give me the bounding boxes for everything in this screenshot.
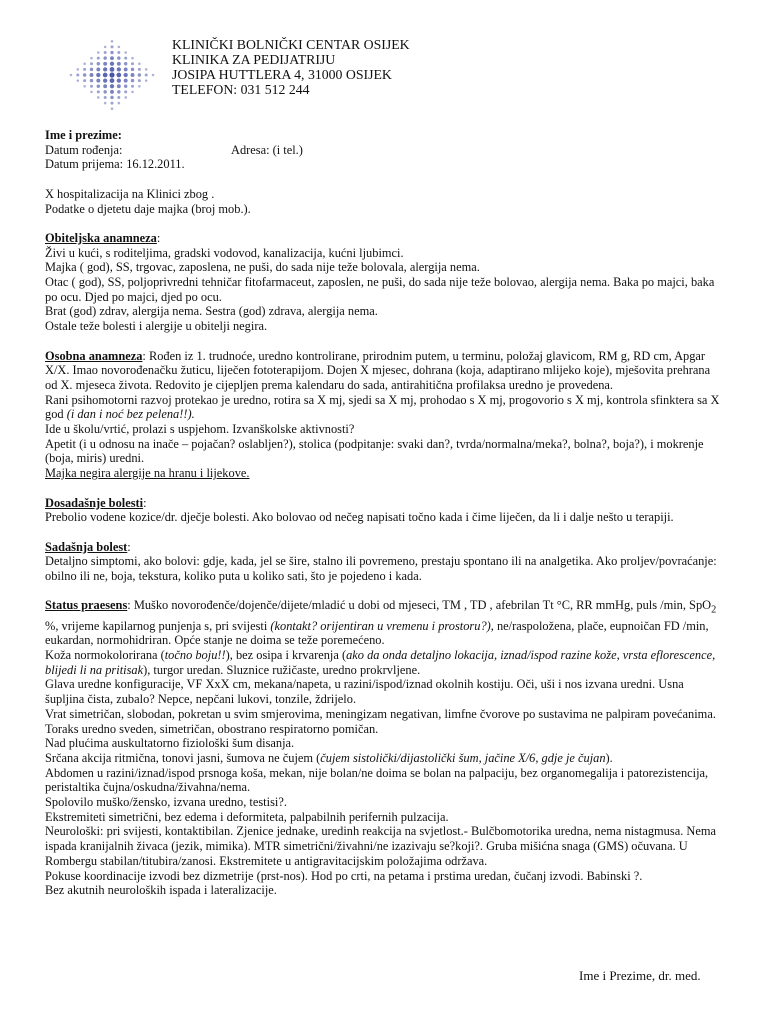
logo-dot bbox=[104, 51, 107, 54]
family-history-heading: Obiteljska anamneza bbox=[45, 230, 157, 245]
personal-history-p3: Ide u školu/vrtić, prolazi s uspjehom. Izvanškolske aktivnosti? bbox=[45, 422, 355, 437]
logo-dot bbox=[109, 72, 114, 77]
logo-dot bbox=[103, 56, 106, 59]
extremities-status: Ekstremiteti simetrični, bez edema i deformiteta, palpabilnih perifernih pulzacija. bbox=[45, 809, 449, 824]
logo-dot bbox=[131, 57, 134, 60]
development-text: Rani psihomotorni razvoj protekao je uredno, rotira sa X mj, sjedi sa X mj, prohodao s X mj, progovorio s X mj, kontrola sfinktera sa X god bbox=[45, 392, 720, 422]
present-illness-section: Sadašnja bolest: bbox=[45, 539, 131, 554]
logo-dot bbox=[103, 84, 107, 88]
personal-history-section: Osobna anamneza: Rođen iz 1. trudnoće, uredno kontrolirane, prirodnim putem, u terminu, položaj glavicom, RM g, RD cm, Apgar X/X. Imao novorođenačku žuticu, liječen fototerapijom. Dojen X mjesec, dohrana (koja, adaptirano mlijeko koje), mješovita prehrana od X. mjeseca života. Redovito je cijepljen prema kalendaru do sada, antirahitična profilaksa uredno je provedena. bbox=[45, 348, 711, 392]
logo-dot bbox=[97, 90, 100, 93]
heart-text: Srčana akcija ritmična, tonovi jasni, šumova ne čujem ( bbox=[45, 750, 321, 765]
logo-dot bbox=[124, 51, 127, 54]
logo-dot bbox=[111, 107, 114, 110]
logo-dot bbox=[104, 46, 107, 49]
logo-dot bbox=[83, 68, 86, 71]
logo-dot bbox=[138, 73, 141, 76]
logo-dot bbox=[124, 79, 128, 83]
family-line-4: Brat (god) zdrav, alergija nema. Sestra (god) zdrava, alergija nema. bbox=[45, 304, 378, 319]
physician-signature: Ime i Prezime, dr. med. bbox=[579, 968, 701, 983]
patient-dob-address-row bbox=[45, 143, 725, 158]
head-status: Glava uredne konfiguracije, VF XxX cm, mekana/napeta, u razini/ispod/iznad okolnih kostiju. Oči, uši i nos izvana uredni. Usna šupljina čista, zubalo? Nepce, nepčani lukovi, tonzile, ždrijelo. bbox=[45, 677, 684, 707]
past-illness-section: Dosadašnje bolesti: bbox=[45, 495, 147, 510]
spo2-subscript: 2 bbox=[711, 604, 717, 616]
family-history-section: Obiteljska anamneza: bbox=[45, 230, 161, 245]
personal-history-p2 bbox=[45, 393, 725, 422]
logo-dot bbox=[117, 67, 121, 71]
skin-text: Koža normokolorirana ( bbox=[45, 647, 165, 662]
logo-dot bbox=[103, 67, 107, 71]
logo-dot bbox=[77, 79, 80, 82]
intro-line-2: Podatke o djetetu daje majka (broj mob.). bbox=[45, 201, 251, 216]
abdomen-status: Abdomen u razini/iznad/ispod prsnoga koša, mekan, nije bolan/ne doima se bolan na palpaciju, bez organomegalija i patorezistencija, peristaltika čujna/oskudna/živahna/nema. bbox=[45, 765, 709, 795]
logo-dot bbox=[97, 57, 100, 60]
letterhead bbox=[172, 37, 410, 97]
logo-dot bbox=[138, 79, 141, 82]
logo-dot bbox=[124, 85, 127, 88]
past-illness-heading: Dosadašnje bolesti bbox=[45, 495, 144, 510]
logo-dot bbox=[118, 46, 121, 49]
skin-text-2: ), bez osipa i krvarenja ( bbox=[225, 647, 347, 662]
family-line-2: Majka ( god), SS, trgovac, zaposlena, ne puši, do sada nije teže bolovala, alergija nema. bbox=[45, 260, 480, 275]
logo-dot bbox=[103, 62, 107, 66]
logo-dot bbox=[104, 102, 107, 105]
logo-dot bbox=[116, 73, 121, 78]
logo-dot bbox=[117, 96, 120, 99]
skin-text-3: ), turgor uredan. Sluznice ružičaste, uredno prokrvljene. bbox=[143, 662, 421, 677]
logo-dot bbox=[90, 57, 93, 60]
logo-dot bbox=[83, 85, 86, 88]
logo-dot bbox=[77, 68, 80, 71]
logo-dot bbox=[83, 79, 86, 82]
lungs-status: Nad plućima auskultatorno fiziološki šum disanja. bbox=[45, 736, 295, 751]
logo-dot bbox=[124, 73, 128, 77]
logo-dot bbox=[131, 73, 135, 77]
logo-dot bbox=[111, 40, 114, 43]
patient-name-label: Ime i prezime: bbox=[45, 128, 122, 142]
present-illness-text: Detaljno simptomi, ako bolovi: gdje, kada, jel se šire, stalno ili povremeno, prestaju spontano ili na analgetika. Ako proljev/povraćanje: obilno ili ne, boja, tekstura, koliko puta u koliko sati, što je pojedeno i kada. bbox=[45, 554, 717, 584]
heart-text-end: ). bbox=[605, 750, 613, 765]
logo-dot bbox=[90, 91, 93, 94]
personal-history-p4: Apetit (i u odnosu na inače – pojačan? oslabljen?), stolica (podpitanje: svaki dan?, tvrda/normalna/meka?, bolna?, boja?), i mokrenje (boja, miris) uredni. bbox=[45, 436, 704, 466]
logo-dot bbox=[138, 68, 141, 71]
logo-dot bbox=[103, 90, 106, 93]
status-section: Status praesens: Muško novorođenče/dojenče/dijete/mladić u dobi od mjeseci, TM , TD , afebrilan Tt °C, RR mmHg, puls /min, SpO$_2$ %, vrijeme kapilarnog punjenja s, pri svijesti (kontakt? orijentiran u vremenu i prostoru?), ne/raspoložena, plače, eupnoičan FD /min, eukardan, normohidriran. Opće stanje ne doima se teže poremećeno. bbox=[45, 598, 717, 648]
thorax-status: Toraks uredno sveden, simetričan, obostrano respiratorno pomičan. bbox=[45, 721, 379, 736]
logo-dot bbox=[110, 56, 114, 60]
logo-dot bbox=[131, 91, 134, 94]
logo-dot bbox=[97, 62, 100, 65]
document-body bbox=[45, 128, 725, 898]
logo-dot bbox=[131, 85, 134, 88]
neuro-conclusion: Bez akutnih neuroloških ispada i lateralizacije. bbox=[45, 883, 277, 898]
status-vitals-cont: %, vrijeme kapilarnog punjenja s, pri svijesti bbox=[45, 618, 271, 633]
logo-dot bbox=[138, 62, 141, 65]
logo-dot bbox=[124, 90, 127, 93]
logo-dot bbox=[90, 85, 93, 88]
logo-dot bbox=[124, 96, 127, 99]
logo-dot bbox=[152, 74, 155, 77]
logo-dot bbox=[117, 56, 120, 59]
logo-dot bbox=[110, 96, 113, 99]
family-line-1: Živi u kući, s roditeljima, gradski vodovod, kanalizacija, kućni ljubimci. bbox=[45, 245, 404, 260]
hospital-logo bbox=[68, 35, 156, 115]
logo-dot bbox=[110, 51, 113, 54]
personal-history-p1: Rođen iz 1. trudnoće, uredno kontrolirane, prirodnim putem, u terminu, položaj glavicom, RM g, RD cm, Apgar X/X. Imao novorođenačku žuticu, liječen fototerapijom. Dojen X mjesec, dohrana (koja, adaptirano mlijeko koje), mješovita prehrana od X. mjeseca života. Redovito je cijepljen prema kalendaru do sada, antirahitična profilaksa uredno je provedena. bbox=[45, 348, 711, 392]
neuro-status: Neurološki: pri svijesti, kontaktibilan. Zjenice jednake, uredinh reakcija na svjetlost.- Bulčbomotorika uredna, nema nistagmusa. Nema ispada kranijalnih živaca (jezik, mimika). MTR simetrični/živahni/ne izazivaju se?koji?. Gruba mišićna snaga (GMS) očuvana. U Rombergu stabilan/titubira/zanosi. Ekstremitete u antigravitacijskim položajima održava. bbox=[45, 824, 716, 868]
logo-dot bbox=[70, 74, 73, 77]
logo-dot bbox=[111, 45, 114, 48]
hospital-phone: TELEFON: 031 512 244 bbox=[172, 82, 310, 97]
logo-dot bbox=[145, 68, 148, 71]
logo-dot bbox=[117, 51, 120, 54]
logo-dot bbox=[90, 73, 94, 77]
logo-dot bbox=[145, 79, 148, 82]
hospital-name: KLINIČKI BOLNIČKI CENTAR OSIJEK bbox=[172, 37, 410, 52]
logo-dot bbox=[110, 78, 115, 83]
logo-dot bbox=[145, 74, 148, 77]
status-general: , ne/raspoložena, plače, eupnoičan FD /min, eukardan, normohidriran. Opće stanje ne doima se teže poremećeno. bbox=[45, 618, 709, 648]
skin-status bbox=[45, 648, 725, 677]
logo-dot bbox=[118, 102, 121, 105]
logo-dot bbox=[138, 85, 141, 88]
logo-dot bbox=[110, 90, 114, 94]
logo-dot bbox=[111, 102, 114, 105]
intro-line-1: X hospitalizacija na Klinici zbog . bbox=[45, 186, 215, 201]
genital-status: Spolovilo muško/žensko, izvana uredno, testisi?. bbox=[45, 795, 287, 810]
patient-address-label: Adresa: (i tel.) bbox=[231, 142, 303, 157]
logo-dot bbox=[83, 62, 86, 65]
skin-color-note: točno boju!! bbox=[164, 647, 226, 662]
personal-history-p5: Majka negira alergije na hranu i lijekove. bbox=[45, 466, 250, 481]
heart-status bbox=[45, 751, 725, 766]
logo-dot bbox=[124, 67, 128, 71]
logo-dot bbox=[131, 68, 134, 71]
logo-dot bbox=[110, 84, 114, 88]
logo-dot bbox=[96, 79, 100, 83]
personal-history-heading: Osobna anamneza bbox=[45, 348, 143, 363]
past-illness-text: Prebolio vodene kozice/dr. dječje bolesti. Ako bolovao od nečeg napisati točno kada i čime liječen, da li i dalje nešto u terapiji. bbox=[45, 510, 674, 525]
logo-dot bbox=[117, 84, 121, 88]
logo-dot bbox=[96, 67, 100, 71]
status-heading: Status praesens bbox=[45, 598, 128, 613]
murmur-note: čujem sistolički/dijastolički šum, jačine X/6, gdje je čujan bbox=[320, 750, 606, 765]
family-line-3: Otac ( god), SS, poljoprivredni tehničar fitofarmaceut, zaposlen, ne puši, do sada nije teže bolovao, alergija nema. Baka po majci, baka po ocu. Djed po majci, djed po ocu. bbox=[45, 275, 715, 304]
clinic-name: KLINIKA ZA PEDIJATRIJU bbox=[172, 52, 336, 67]
admission-date: Datum prijema: 16.12.2011. bbox=[45, 157, 185, 172]
logo-dot bbox=[97, 51, 100, 54]
hospital-address: JOSIPA HUTTLERA 4, 31000 OSIJEK bbox=[172, 67, 392, 82]
logo-dot bbox=[117, 78, 121, 82]
logo-dot bbox=[103, 78, 107, 82]
logo-dot bbox=[83, 73, 86, 76]
logo-dot bbox=[90, 79, 93, 82]
neck-status: Vrat simetričan, slobodan, pokretan u svim smjerovima, meningizam negativan, limfne čvorove po sustavima ne palpiram povećanima. bbox=[45, 706, 716, 721]
rash-note: ako da onda detaljno lokacija, iznad/ispod razine kože, vrsta eflorescence, blijedi li na pritisak bbox=[45, 647, 716, 677]
logo-dot bbox=[117, 62, 121, 66]
logo-dot bbox=[97, 96, 100, 99]
consciousness-note: (kontakt? orijentiran u vremenu i prostoru?) bbox=[270, 618, 491, 633]
coordination-status: Pokuse koordinacije izvodi bez dizmetrije (prst-nos). Hod po crti, na petama i prstima uredan, čučanj izvodi. Babinski ?. bbox=[45, 868, 643, 883]
logo-dot bbox=[124, 57, 127, 60]
present-illness-heading: Sadašnja bolest bbox=[45, 539, 128, 554]
patient-dob-label: Datum rođenja: bbox=[45, 142, 123, 157]
development-note: (i dan i noć bez pelena!!). bbox=[66, 407, 195, 422]
logo-dot bbox=[131, 62, 134, 65]
status-vitals: Muško novorođenče/dojenče/dijete/mladić u dobi od mjeseci, TM , TD , afebrilan Tt °C, RR mmHg, puls /min, SpO bbox=[130, 598, 712, 613]
logo-dot bbox=[90, 62, 93, 65]
logo-dot bbox=[110, 67, 115, 72]
logo-dot bbox=[117, 90, 120, 93]
logo-dot bbox=[131, 79, 134, 82]
logo-dot bbox=[110, 62, 114, 66]
logo-dot bbox=[103, 73, 108, 78]
logo-dot bbox=[90, 68, 93, 71]
logo-dot bbox=[96, 73, 100, 77]
logo-dot bbox=[124, 62, 127, 65]
logo-dot bbox=[76, 74, 79, 77]
family-line-5: Ostale teže bolesti i alergije u obitelji negira. bbox=[45, 319, 268, 334]
logo-dot bbox=[104, 96, 107, 99]
logo-dot bbox=[97, 85, 100, 88]
